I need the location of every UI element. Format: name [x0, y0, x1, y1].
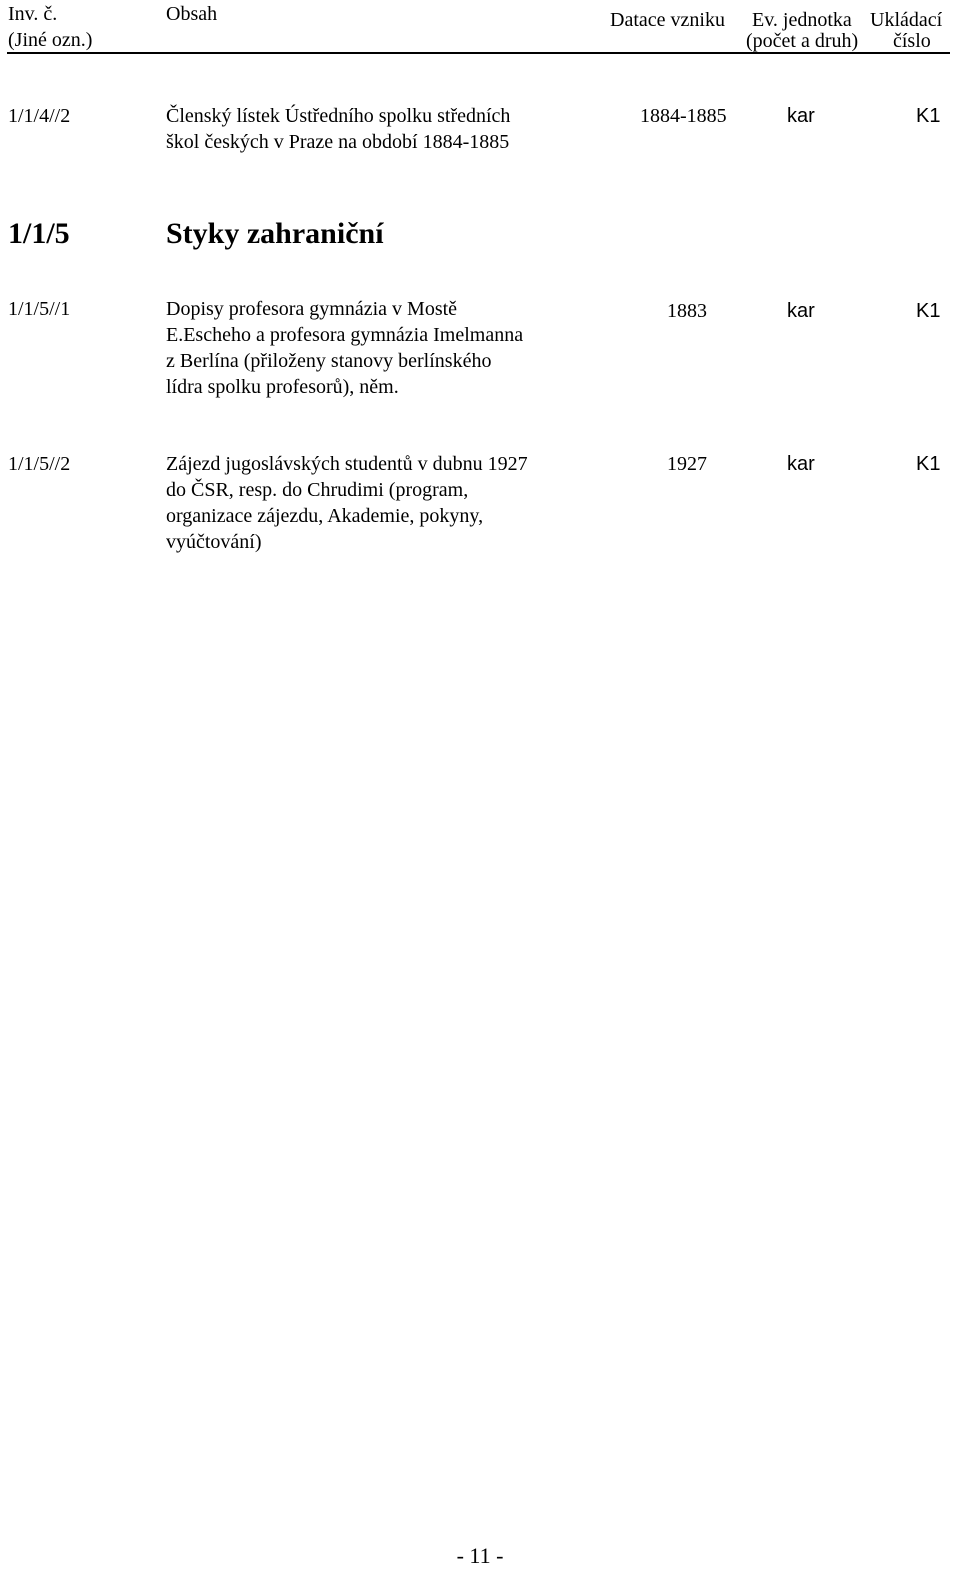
entry-obsah-line: škol českých v Praze na období 1884-1885 — [166, 131, 510, 153]
entry-ukladaci: K1 — [916, 453, 941, 475]
header-datace: Datace vzniku — [610, 9, 725, 31]
header-inv-c: Inv. č. — [8, 3, 58, 25]
entry-obsah-line: lídra spolku profesorů), něm. — [166, 376, 399, 398]
section-number: 1/1/5 — [8, 217, 70, 250]
header-jine-ozn: (Jiné ozn.) — [8, 29, 93, 51]
section-title: Styky zahraniční — [166, 217, 384, 250]
entry-ukladaci: K1 — [916, 300, 941, 322]
entry-obsah-line: vyúčtování) — [166, 531, 262, 553]
header-ev-jednotka: Ev. jednotka — [752, 9, 852, 31]
header-rule — [7, 52, 950, 54]
page-number: - 11 - — [456, 1543, 504, 1568]
entry-inv-number: 1/1/5//1 — [8, 298, 71, 320]
entry-obsah-line: E.Escheho a profesora gymnázia Imelmanna — [166, 324, 524, 346]
header-pocet-druh: (počet a druh) — [746, 30, 859, 52]
entry-obsah-line: Členský lístek Ústředního spolku středních — [166, 105, 511, 127]
entry-ukladaci: K1 — [916, 105, 941, 127]
header-obsah: Obsah — [166, 3, 218, 25]
entry-obsah-line: do ČSR, resp. do Chrudimi (program, — [166, 479, 469, 501]
header-ukladaci: Ukládací — [870, 9, 943, 31]
entry-jednotka: kar — [787, 453, 815, 475]
entry-obsah-line: organizace zájezdu, Akademie, pokyny, — [166, 505, 484, 527]
entry-datace: 1883 — [667, 300, 707, 322]
entry-obsah-line: Dopisy profesora gymnázia v Mostě — [166, 298, 458, 320]
entry-datace: 1884-1885 — [640, 105, 727, 127]
entry-datace: 1927 — [667, 453, 707, 475]
entry-obsah-line: Zájezd jugoslávských studentů v dubnu 1927 — [166, 453, 528, 475]
entry-inv-number: 1/1/5//2 — [8, 453, 71, 475]
header-cislo: číslo — [893, 30, 931, 52]
entry-jednotka: kar — [787, 300, 815, 322]
entry-obsah-line: z Berlína (přiloženy stanovy berlínského — [166, 350, 492, 372]
entry-inv-number: 1/1/4//2 — [8, 105, 71, 127]
entry-jednotka: kar — [787, 105, 815, 127]
